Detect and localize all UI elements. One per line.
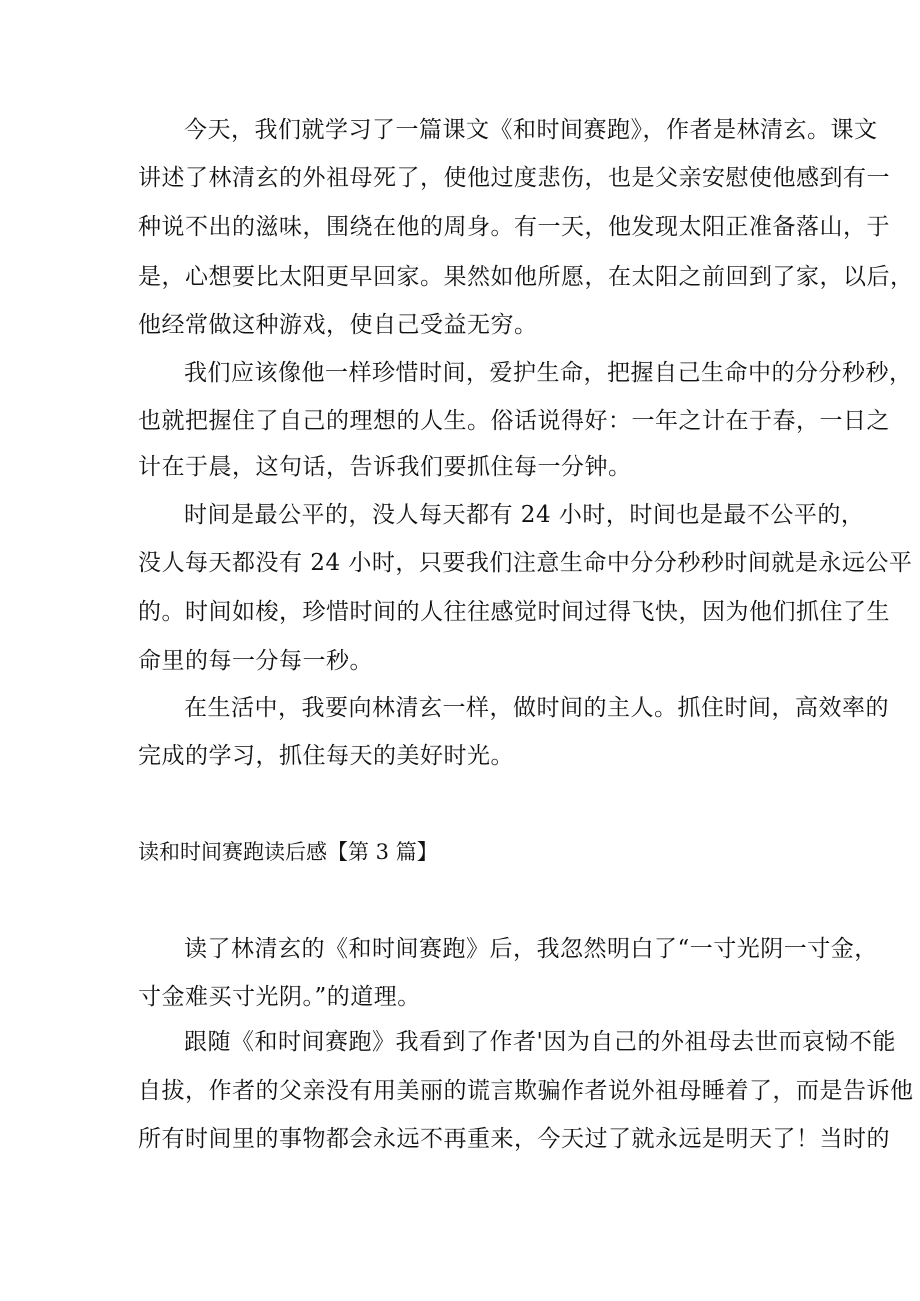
paragraph-line: 是，心想要比太阳更早回家。果然如他所愿，在太阳之前回到了家，以后， [138,264,914,290]
paragraph-line: 读了林清玄的《和时间赛跑》后，我忽然明白了“一寸光阴一寸金， [184,936,878,962]
paragraph-line: 命里的每一分每一秒。 [138,648,373,674]
paragraph-line: 我们应该像他一样珍惜时间，爱护生命，把握自己生命中的分分秒秒， [184,360,913,386]
paragraph-line: 今天，我们就学习了一篇课文《和时间赛跑》，作者是林清玄。课文 [184,117,878,143]
paragraph-line: 寸金难买寸光阴。”的道理。 [138,984,421,1010]
section-heading: 读和时间赛跑读后感【第 3 篇】 [138,840,438,864]
paragraph-line: 自拔，作者的父亲没有用美丽的谎言欺骗作者说外祖母睡着了，而是告诉他 [138,1078,914,1104]
paragraph-line: 没人每天都没有 24 小时，只要我们注意生命中分分秒秒时间就是永远公平 [138,550,913,576]
paragraph-line: 也就把握住了自己的理想的人生。俗话说得好：一年之计在于春，一日之 [138,408,890,434]
paragraph-line: 跟随《和时间赛跑》我看到了作者'因为自己的外祖母去世而哀恸不能 [184,1029,896,1055]
paragraph-line: 的。时间如梭，珍惜时间的人往往感觉时间过得飞快，因为他们抓住了生 [138,599,890,625]
paragraph-line: 在生活中，我要向林清玄一样，做时间的主人。抓住时间，高效率的 [184,695,889,721]
paragraph-line: 时间是最公平的，没人每天都有 24 小时，时间也是最不公平的， [184,502,865,528]
paragraph-line: 计在于晨，这句话，告诉我们要抓住每一分钟。 [138,454,632,480]
paragraph-line: 所有时间里的事物都会永远不再重来，今天过了就永远是明天了！当时的 [138,1126,890,1152]
paragraph-line: 完成的学习，抓住每天的美好时光。 [138,743,514,769]
paragraph-line: 种说不出的滋味，围绕在他的周身。有一天，他发现太阳正准备落山，于 [138,214,890,240]
paragraph-line: 讲述了林清玄的外祖母死了，使他过度悲伤，也是父亲安慰使他感到有一 [138,165,890,191]
paragraph-line: 他经常做这种游戏，使自己受益无穷。 [138,312,538,338]
